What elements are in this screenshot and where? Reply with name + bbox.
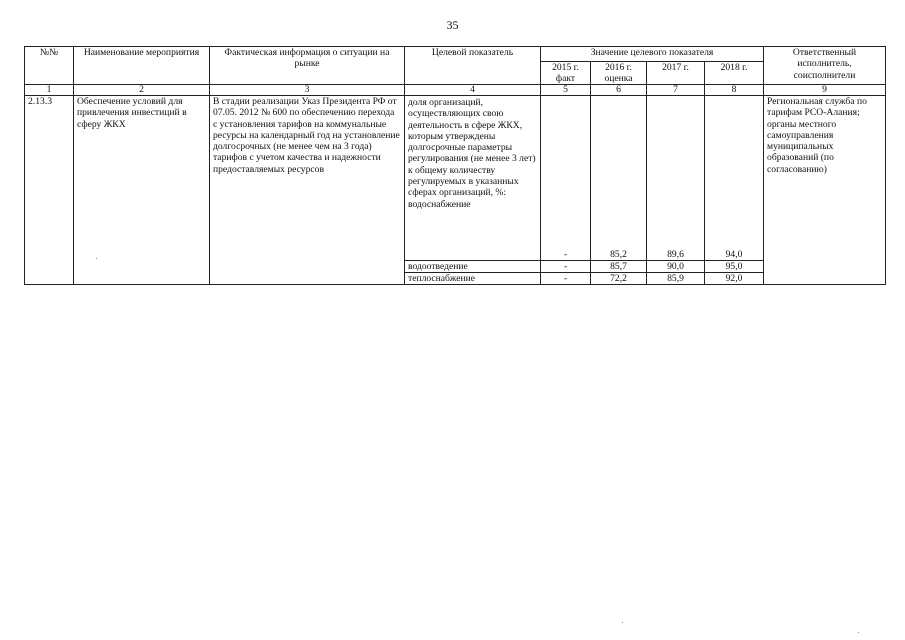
value-2015: - (541, 273, 591, 285)
header-target: Целевой показатель (405, 47, 541, 85)
column-number: 6 (591, 85, 647, 96)
sub-metric-label: теплоснабжение (405, 273, 541, 285)
page-number: 35 (446, 18, 459, 32)
row-responsible: Региональная служба по тарифам РСО-Алания; органы местного самоуправления муниципальных образований (по согласованию) (764, 96, 886, 285)
year-label: 2018 г. (720, 62, 748, 73)
year-kind: оценка (604, 73, 633, 84)
target-indicators-table (24, 46, 886, 285)
value-2016: 72,2 (591, 273, 647, 285)
column-numbers-row (25, 85, 886, 96)
value-2018: 92,0 (705, 273, 764, 285)
value-2017: 89,6 (647, 96, 705, 261)
header-event: Наименование мероприятия (74, 47, 210, 85)
column-number: 3 (210, 85, 405, 96)
header-num: №№ (25, 47, 74, 85)
year-label: 2016 г. (605, 62, 632, 73)
value-2018: 95,0 (705, 261, 764, 273)
header-responsible: Ответственный исполнитель, соисполнители (764, 47, 886, 85)
value-2017: 90,0 (647, 261, 705, 273)
header-year-2015 (541, 62, 591, 85)
header-row (25, 47, 886, 62)
row-target-main: доля организаций, осуществляющих свою деятельность в сфере ЖКХ, которым утверждены долгосрочные параметры регулирования (не менее 3 лет) к общему количеству регулируемых в указанных сферах организаций, %: (408, 97, 536, 199)
column-number: 7 (647, 85, 705, 96)
table-row (25, 96, 886, 261)
year-label: 2015 г. (552, 62, 579, 73)
sub-metric-label: водоснабжение (408, 198, 471, 210)
column-number: 5 (541, 85, 591, 96)
scan-speck (96, 258, 97, 259)
column-number: 8 (705, 85, 764, 96)
column-number: 9 (764, 85, 886, 96)
header-fact-info: Фактическая информация о ситуации на рынке (210, 47, 405, 85)
value-2015: - (541, 96, 591, 261)
value-2016: 85,2 (591, 96, 647, 261)
sub-metric-label: водоотведение (405, 261, 541, 273)
scan-speck (858, 632, 859, 633)
row-id: 2.13.3 (25, 96, 74, 285)
row-event: Обеспечение условий для привлечения инвестиций в сферу ЖКХ (74, 96, 210, 285)
header-year-2017 (647, 62, 705, 85)
header-year-2016 (591, 62, 647, 85)
year-kind: факт (555, 73, 576, 84)
value-2015: - (541, 261, 591, 273)
year-label: 2017 г. (662, 62, 689, 73)
scan-speck (622, 622, 623, 623)
column-number: 4 (405, 85, 541, 96)
value-2016: 85,7 (591, 261, 647, 273)
column-number: 2 (74, 85, 210, 96)
row-target-cell (405, 96, 541, 261)
row-fact-info: В стадии реализации Указ Президента РФ от 07.05. 2012 № 600 по обеспечению перехода с установления тарифов на коммунальные ресурсы на календарный год на установление долгосрочных (не менее чем на 3 года) тарифов с учетом качества и надежности предоставляемых ресурсов (210, 96, 405, 285)
column-number: 1 (25, 85, 74, 96)
header-value-group: Значение целевого показателя (541, 47, 764, 62)
value-2017: 85,9 (647, 273, 705, 285)
header-year-2018 (705, 62, 764, 85)
value-2018: 94,0 (705, 96, 764, 261)
